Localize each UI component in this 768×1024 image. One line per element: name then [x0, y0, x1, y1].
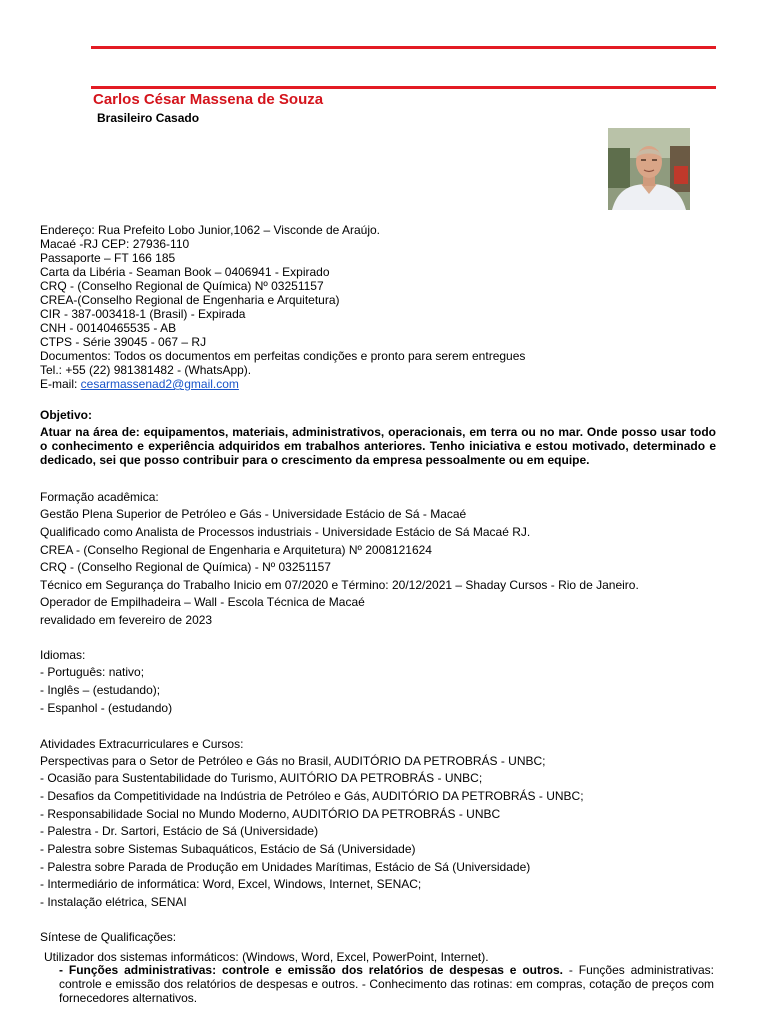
documents-line: Documentos: Todos os documentos em perfeitas condições e pronto para serem entregues: [40, 349, 526, 363]
nationality-marital-status: Brasileiro Casado: [97, 111, 200, 125]
activity-item: - Desafios da Competitividade na Indústria de Petróleo e Gás, AUDITÓRIO DA PETROBRÁS - UNBC;: [40, 789, 584, 803]
email-link[interactable]: cesarmassenad2@gmail.com: [80, 377, 239, 391]
education-item: CREA - (Conselho Regional de Engenharia e Arquitetura) Nº 2008121624: [40, 543, 432, 557]
activity-item: - Ocasião para Sustentabilidade do Turismo, AUITÓRIO DA PETROBRÁS - UNBC;: [40, 771, 483, 785]
education-item: CRQ - (Conselho Regional de Química) - Nº 03251157: [40, 560, 331, 574]
activity-item: - Palestra sobre Parada de Produção em Unidades Marítimas, Estácio de Sá (Universidade): [40, 860, 531, 874]
qualification-admin-text: - Funções administrativas: controle e emissão dos relatórios de despesas e outros. - Conhecimento das rotinas: em compras, cotação de preços com fornecedores alternativos.: [59, 963, 714, 1005]
crea-line: CREA-(Conselho Regional de Engenharia e Arquitetura): [40, 293, 340, 307]
qualification-admin-bold: - Funções administrativas: controle e emissão dos relatórios de despesas e outros.: [59, 963, 564, 977]
bottom-red-rule: [91, 86, 716, 89]
activity-item: - Intermediário de informática: Word, Excel, Windows, Internet, SENAC;: [40, 877, 422, 891]
seaman-book-line: Carta da Libéria - Seaman Book – 0406941 - Expirado: [40, 265, 330, 279]
objective-text: Atuar na área de: equipamentos, materiais, administrativos, operacionais, em terra ou no mar. Onde posso usar todo o conhecimento e experiência adquiridos em trabalhos anteriores. Tenho iniciativa e estou motivado, determinado e dedicado, sei que posso contribuir para o crescimento da empresa pessoalmente ou em equipe.: [40, 425, 716, 467]
profile-photo: [608, 128, 690, 210]
education-item: Gestão Plena Superior de Petróleo e Gás - Universidade Estácio de Sá - Macaé: [40, 507, 467, 521]
activity-item: Perspectivas para o Setor de Petróleo e Gás no Brasil, AUDITÓRIO DA PETROBRÁS - UNBC;: [40, 754, 546, 768]
qualification-admin: [59, 963, 714, 1005]
ctps-line: CTPS - Série 39045 - 067 – RJ: [40, 335, 207, 349]
activity-item: - Palestra - Dr. Sartori, Estácio de Sá (Universidade): [40, 824, 319, 838]
qualification-software: Utilizador dos sistemas informáticos: (Windows, Word, Excel, PowerPoint, Internet).: [44, 950, 489, 964]
education-item: Operador de Empilhadeira – Wall - Escola Técnica de Macaé: [40, 595, 365, 609]
objective-heading: Objetivo:: [40, 408, 93, 422]
qualifications-heading: Síntese de Qualificações:: [40, 930, 177, 944]
education-heading: Formação acadêmica:: [40, 490, 159, 504]
email-label: E-mail:: [40, 377, 81, 391]
activity-item: - Palestra sobre Sistemas Subaquáticos, Estácio de Sá (Universidade): [40, 842, 416, 856]
cnh-line: CNH - 00140465535 - AB: [40, 321, 177, 335]
education-item: Qualificado como Analista de Processos industriais - Universidade Estácio de Sá Macaé RJ.: [40, 525, 531, 539]
city-line: Macaé -RJ CEP: 27936-110: [40, 237, 190, 251]
address-line: Endereço: Rua Prefeito Lobo Junior,1062 – Visconde de Araújo.: [40, 223, 381, 237]
activity-item: - Instalação elétrica, SENAI: [40, 895, 187, 909]
language-item: - Português: nativo;: [40, 665, 145, 679]
passport-line: Passaporte – FT 166 185: [40, 251, 176, 265]
language-item: - Inglês – (estudando);: [40, 683, 161, 697]
education-item: revalidado em fevereiro de 2023: [40, 613, 213, 627]
activities-heading: Atividades Extracurriculares e Cursos:: [40, 737, 244, 751]
activity-item: - Responsabilidade Social no Mundo Moderno, AUDITÓRIO DA PETROBRÁS - UNBC: [40, 807, 501, 821]
languages-heading: Idiomas:: [40, 648, 86, 662]
language-item: - Espanhol - (estudando): [40, 701, 173, 715]
cir-line: CIR - 387-003418-1 (Brasil) - Expirada: [40, 307, 246, 321]
email-line: [40, 377, 239, 391]
candidate-name: Carlos César Massena de Souza: [93, 91, 324, 108]
top-red-rule: [91, 46, 716, 49]
education-item: Técnico em Segurança do Trabalho Inicio em 07/2020 e Término: 20/12/2021 – Shaday Cursos - Rio de Janeiro.: [40, 578, 639, 592]
phone-line: Tel.: +55 (22) 981381482 - (WhatsApp).: [40, 363, 252, 377]
crq-line: CRQ - (Conselho Regional de Química) Nº 03251157: [40, 279, 324, 293]
